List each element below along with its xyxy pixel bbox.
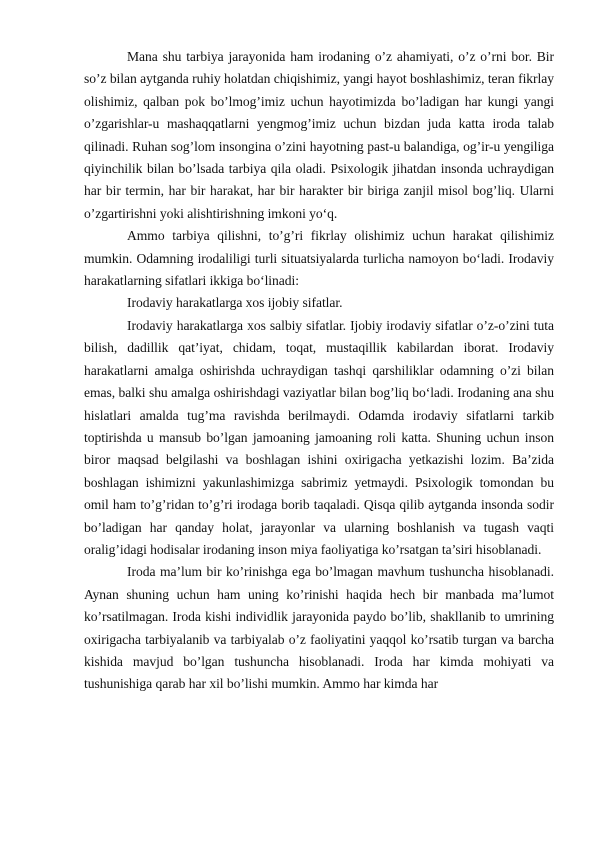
paragraph-4: Irodaviy harakatlarga xos salbiy sifatlar. Ijobiy irodaviy sifatlar o’z-o’zini tuta bilish, dadillik qat’iyat, chidam, toqat, mustaqillik kabilardan iborat. Irodaviy harakatlarni amalga oshirishda uchraydigan tashqi qarshiliklar odamning o’zi bilan emas, balki shu amalga oshirishdagi vaziyatlar bilan bog’liq bo‘ladi. Irodaning ana shu hislatlari amalda tug’ma ravishda berilmaydi. Odamda irodaviy sifatlarni tarkib toptirishda u mansub bo’lgan jamoaning jamoaning roli katta. Shuning uchun inson biror maqsad belgilashi va boshlagan ishini oxirigacha yetkazishi lozim. Ba’zida boshlagan ishimizni yakunlashimizga sabrimiz yetmaydi. Psixologik tomondan bu omil ham to’g’ridan to’g’ri irodaga borib taqaladi. Qisqa qilib aytganda insonda sodir bo’ladigan har qanday holat, jarayonlar va ularning boshlanish va tugash vaqti oralig’idagi hodisalar irodaning inson miya faoliyatiga ko’rsatgan ta’siri hisoblanadi. <box>84 317 554 557</box>
document-body <box>84 46 554 696</box>
paragraph-1: Mana shu tarbiya jarayonida ham irodaning o’z ahamiyati, o’z o’rni bor. Bir so’z bilan aytganda ruhiy holatdan chiqishimiz, yangi hayot boshlashimiz, teran fikrlay olishimiz, qalban pok bo’lmog’imiz uchun hayotimizda bo’ladigan har kungi yangi o’zgarishlar-u mashaqqatlarni yengmog’imiz uchun bizdan juda katta iroda talab qilinadi. Ruhan sog’lom insongina o’zini hayotning past-u balandiga, og’ir-u yengiliga qiyinchilik bilan bo’lsada tarbiya qila oladi. Psixologik jihatdan insonda uchraydigan har bir termin, har bir harakat, har bir harakter bir biriga zanjil misol bog’liq. Ularni o’zgartirishni yoki alishtirishning imkoni yo‘q. <box>84 49 554 221</box>
paragraph-5: Iroda ma’lum bir ko’rinishga ega bo’lmagan mavhum tushuncha hisoblanadi. Aynan shuning uchun ham uning ko’rinishi haqida hech bir manbada ma’lumot ko’rsatilmagan. Iroda kishi individlik jarayonida paydo bo’lib, shakllanib to umrining oxirigacha tarbiyalanib va tarbiyalab o’z faoliyatini yaqqol ko’rsatib turgan va barcha kishida mavjud bo’lgan tushuncha hisoblanadi. Iroda har kimda mohiyati va tushunishiga qarab har xil bo’lishi mumkin. Ammo har kimda har <box>84 564 554 692</box>
paragraph-3: Irodaviy harakatlarga xos ijobiy sifatlar. <box>127 295 343 311</box>
paragraph-2: Ammo tarbiya qilishni, to’g’ri fikrlay olishimiz uchun harakat qilishimiz mumkin. Odamning irodaliligi turli situatsiyalarda turlicha namoyon bo‘ladi. Irodaviy harakatlarning sifatlari ikkiga bo‘linadi: <box>84 228 554 289</box>
